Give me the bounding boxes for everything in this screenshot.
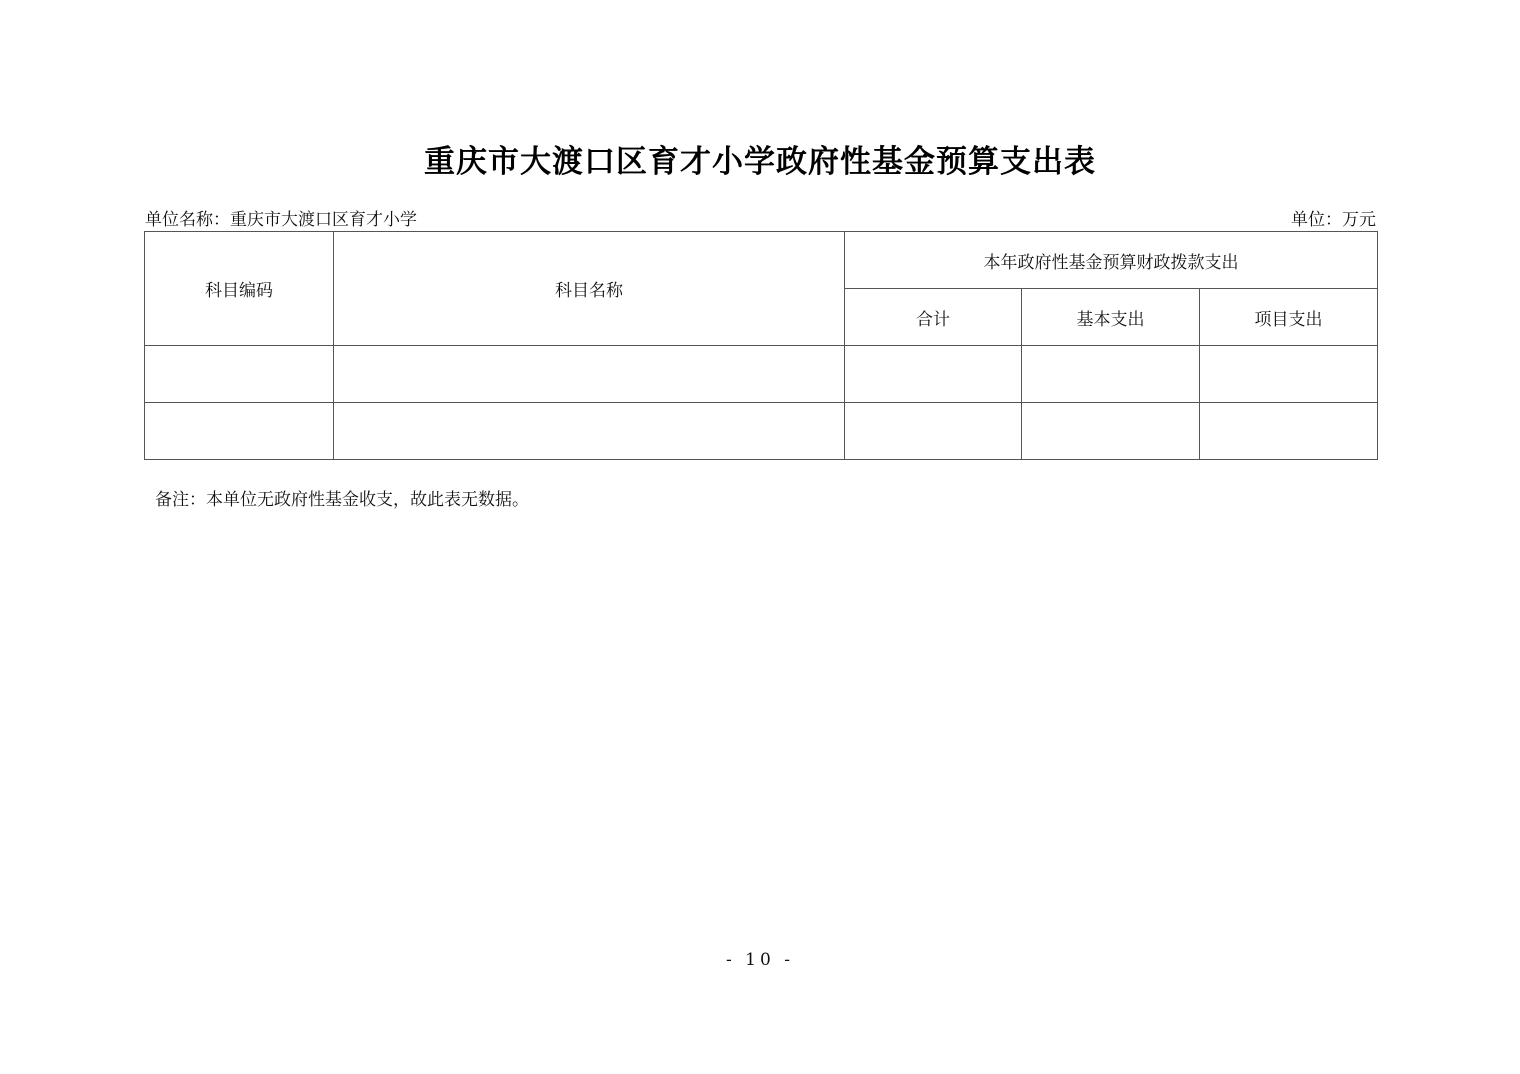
- page-title: 重庆市大渡口区育才小学政府性基金预算支出表: [424, 144, 1096, 180]
- page-number: - 10 -: [726, 950, 794, 970]
- table-cell: [1022, 346, 1200, 403]
- header-project-expenditure: 项目支出: [1200, 289, 1378, 346]
- table-cell: [845, 346, 1022, 403]
- table-cell: [334, 346, 845, 403]
- table-header-row: [145, 232, 1378, 289]
- currency-unit-label: 单位：万元: [1291, 210, 1376, 230]
- header-fund-expenditure-group: 本年政府性基金预算财政拨款支出: [845, 232, 1378, 289]
- table-cell: [1200, 346, 1378, 403]
- table-cell: [334, 403, 845, 460]
- budget-table: [144, 231, 1378, 460]
- table-note: 备注：本单位无政府性基金收支，故此表无数据。: [155, 490, 529, 510]
- table-cell: [845, 403, 1022, 460]
- header-subject-code: 科目编码: [145, 232, 334, 346]
- header-total: 合计: [845, 289, 1022, 346]
- unit-name-label: 单位名称：重庆市大渡口区育才小学: [145, 210, 417, 230]
- table-cell: [145, 346, 334, 403]
- table-cell: [145, 403, 334, 460]
- table-row: [145, 403, 1378, 460]
- header-basic-expenditure: 基本支出: [1022, 289, 1200, 346]
- header-subject-name: 科目名称: [334, 232, 845, 346]
- table-cell: [1200, 403, 1378, 460]
- table-row: [145, 346, 1378, 403]
- table-cell: [1022, 403, 1200, 460]
